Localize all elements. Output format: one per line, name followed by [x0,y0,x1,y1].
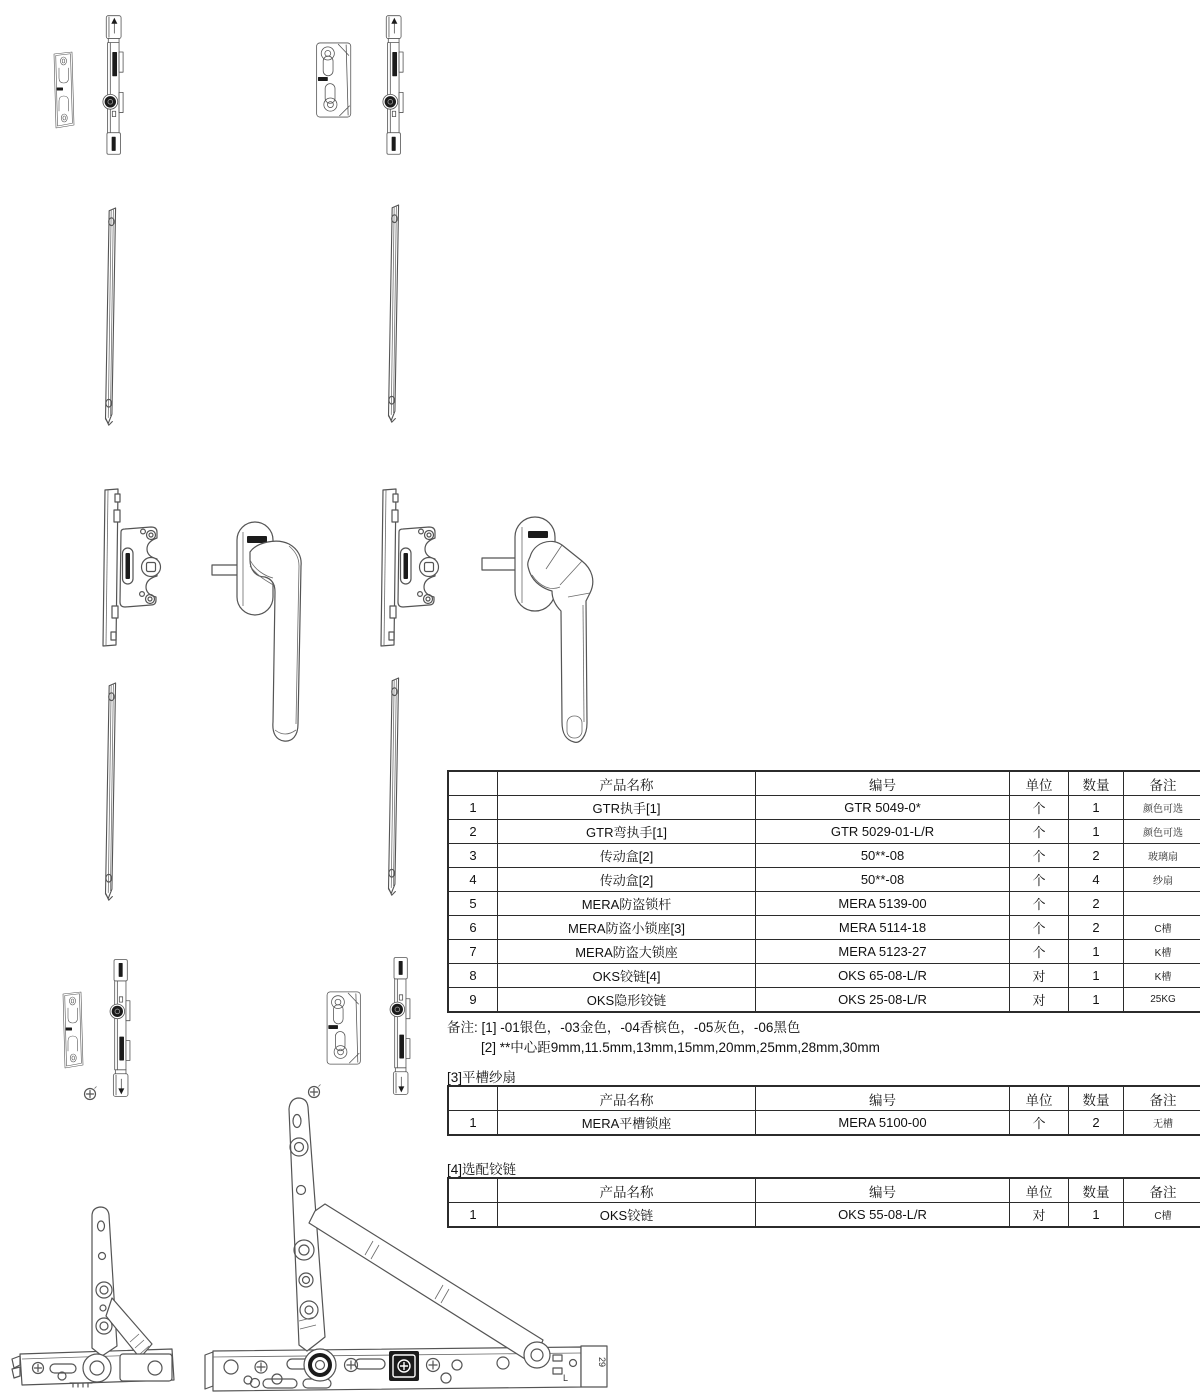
notes-line-2-text: [2] **中心距9mm,11.5mm,13mm,15mm,20mm,25mm,28mm,30mm [481,1040,880,1055]
friction-stay-hinge-drawing [203,1093,613,1393]
table-cell: MERA防盗小锁座[3] [498,916,756,940]
lock-slider-drawing-bottom-right [383,951,417,1097]
table-cell: 50**-08 [756,868,1010,892]
table-cell: OKS 65-08-L/R [756,964,1010,988]
table-cell: 个 [1010,868,1069,892]
header-cell: 单位 [1010,1178,1069,1203]
lock-rod-drawing-lower-right [383,670,405,905]
table-cell: 传动盒[2] [498,844,756,868]
table-cell: 7 [448,940,498,964]
table-cell: GTR 5049-0* [756,796,1010,820]
table-cell: MERA平槽锁座 [498,1111,756,1136]
table-cell: 个 [1010,796,1069,820]
header-cell: 数量 [1069,1086,1124,1111]
table-cell: C槽 [1124,1203,1200,1228]
header-cell [448,1086,498,1111]
header-cell: 数量 [1069,771,1124,796]
table-cell: 无槽 [1124,1111,1200,1136]
lock-slider-drawing-top-right [376,13,410,161]
table-cell: 1 [1069,964,1124,988]
table-cell: 1 [448,1203,498,1228]
table-cell: 1 [448,796,498,820]
table-row [448,844,1200,868]
table-cell: 5 [448,892,498,916]
lock-rod-drawing-upper-right [383,197,405,432]
hinge-end-marking: 29 [597,1357,607,1368]
table-row [448,916,1200,940]
table-cell: K槽 [1124,940,1200,964]
lock-rod-drawing-lower-left [100,672,122,913]
table-cell: 50**-08 [756,844,1010,868]
table-cell: 颜色可选 [1124,820,1200,844]
table-cell: MERA 5100-00 [756,1111,1010,1136]
hinge-left-marking: L [563,1373,569,1383]
table-cell: 1 [1069,796,1124,820]
table-row [448,820,1200,844]
header-cell: 单位 [1010,1086,1069,1111]
table-cell: 9 [448,988,498,1013]
table-cell: 对 [1010,964,1069,988]
table-cell: 对 [1010,1203,1069,1228]
table-cell: 个 [1010,892,1069,916]
lock-slider-drawing-bottom-left [103,953,137,1099]
table-cell: K槽 [1124,964,1200,988]
table-cell [1124,892,1200,916]
table-cell: GTR弯执手[1] [498,820,756,844]
header-cell: 单位 [1010,771,1069,796]
table-cell: 4 [448,868,498,892]
notes-line-1-text: [1] -01银色，-03金色，-04香槟色，-05灰色，-06黑色 [481,1020,801,1035]
screw-drawing-left [82,1086,98,1102]
header-cell: 备注 [1124,771,1200,796]
table-row [448,964,1200,988]
table-cell: 2 [1069,916,1124,940]
table-cell: 1 [1069,1203,1124,1228]
table-row [448,868,1200,892]
table-cell: 个 [1010,940,1069,964]
table-cell: 1 [1069,820,1124,844]
table-cell: MERA 5139-00 [756,892,1010,916]
straight-handle-drawing [195,500,325,760]
table-cell: 3 [448,844,498,868]
header-cell: 编号 [756,1178,1010,1203]
table-cell: 4 [1069,868,1124,892]
table-cell: 1 [448,1111,498,1136]
table-cell: 2 [1069,844,1124,868]
table-cell: 传动盒[2] [498,868,756,892]
table-row [448,1203,1200,1228]
header-cell: 产品名称 [498,771,756,796]
table-cell: 1 [1069,940,1124,964]
section4-label: [4]选配铰链 [447,1162,517,1177]
table-cell: MERA 5114-18 [756,916,1010,940]
table-cell: OKS隐形铰链 [498,988,756,1013]
notes-line-1 [447,1016,800,1036]
table-cell: 2 [448,820,498,844]
big-keeper-drawing-bottom-right [322,988,368,1068]
lock-slider-drawing-top-left [96,13,130,161]
table-cell: 个 [1010,820,1069,844]
header-cell: 编号 [756,771,1010,796]
table-cell: 8 [448,964,498,988]
small-keeper-drawing-bottom-left [57,990,87,1070]
table-cell: GTR 5029-01-L/R [756,820,1010,844]
bent-handle-drawing [450,495,610,765]
table-row [448,988,1200,1013]
table-cell: 6 [448,916,498,940]
header-cell: 产品名称 [498,1086,756,1111]
table-cell: OKS铰链[4] [498,964,756,988]
table-row [448,892,1200,916]
header-row [448,771,1200,796]
table-cell: OKS铰链 [498,1203,756,1228]
header-cell [448,1178,498,1203]
table-cell: 纱扇 [1124,868,1200,892]
table-cell: 2 [1069,892,1124,916]
header-cell: 备注 [1124,1178,1200,1203]
optional-hinge-table [447,1177,1200,1228]
table-row [448,1111,1200,1136]
header-cell: 产品名称 [498,1178,756,1203]
header-row [448,1178,1200,1203]
table-cell: OKS 25-08-L/R [756,988,1010,1013]
table-cell: MERA防盗大锁座 [498,940,756,964]
table-cell: 对 [1010,988,1069,1013]
header-cell: 编号 [756,1086,1010,1111]
table-cell: 颜色可选 [1124,796,1200,820]
notes-prefix: 备注: [447,1020,478,1035]
folded-hinge-drawing [0,1198,200,1398]
small-keeper-drawing-top-left [48,50,78,130]
header-row [448,1086,1200,1111]
table-cell: 个 [1010,1111,1069,1136]
table-cell: C槽 [1124,916,1200,940]
main-bom-table [447,770,1200,1013]
lock-rod-drawing-upper-left [100,199,122,436]
table-cell: 玻璃扇 [1124,844,1200,868]
header-cell: 备注 [1124,1086,1200,1111]
gearbox-drawing-right [363,486,441,649]
table-cell: GTR执手[1] [498,796,756,820]
table-cell: 个 [1010,844,1069,868]
table-cell: OKS 55-08-L/R [756,1203,1010,1228]
table-cell: 1 [1069,988,1124,1013]
table-cell: MERA防盗锁杆 [498,892,756,916]
table-cell: 25KG [1124,988,1200,1013]
big-keeper-drawing-top-right [312,39,358,121]
table-row [448,796,1200,820]
header-cell: 数量 [1069,1178,1124,1203]
screen-sash-table [447,1085,1200,1136]
table-cell: MERA 5123-27 [756,940,1010,964]
table-row [448,940,1200,964]
table-cell: 个 [1010,916,1069,940]
header-cell [448,771,498,796]
section3-label: [3]平槽纱扇 [447,1070,517,1085]
notes-line-2 [481,1036,880,1056]
table-cell: 2 [1069,1111,1124,1136]
gearbox-drawing-left [85,486,163,649]
